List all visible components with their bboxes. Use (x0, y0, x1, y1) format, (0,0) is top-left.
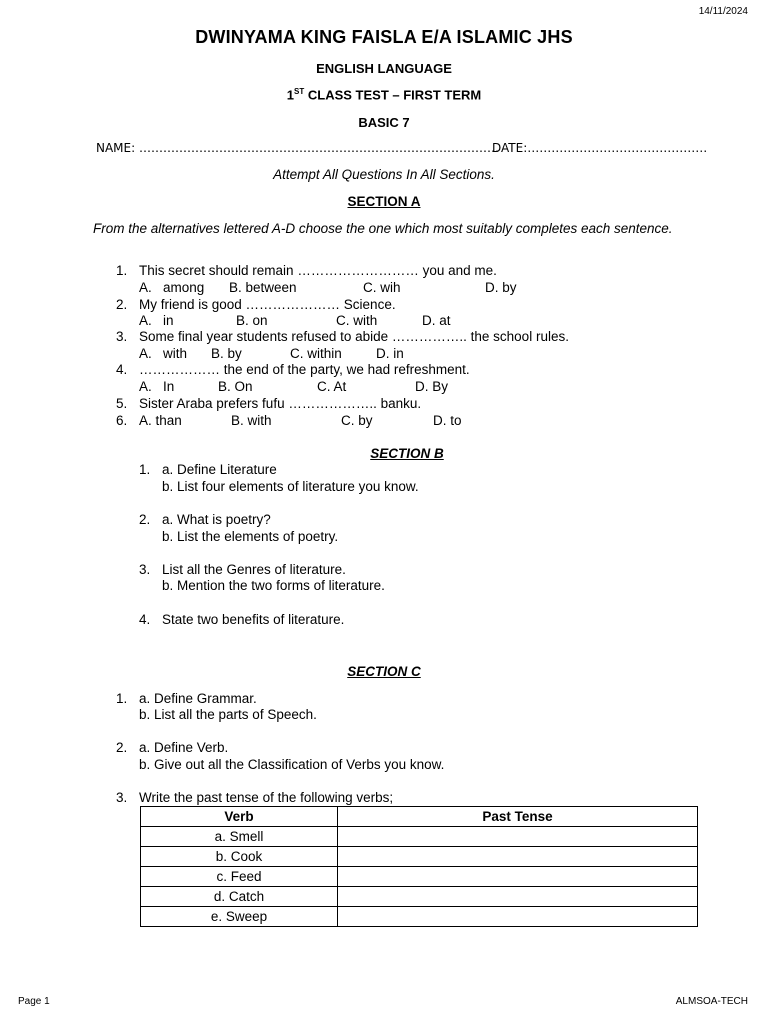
item-line: Write the past tense of the following verbs; (139, 790, 394, 805)
option: C. wih (363, 280, 401, 295)
option: A. among (139, 280, 205, 295)
print-date: 14/11/2024 (698, 6, 748, 17)
option: B. between (229, 280, 297, 295)
section-b-title: SECTION B (370, 446, 444, 461)
question-number: 6. (116, 413, 128, 428)
verb-cell: b. Cook (141, 847, 338, 867)
option: D. by (485, 280, 517, 295)
option: D. By (415, 379, 449, 394)
item-number: 3. (116, 790, 128, 805)
item-line: b. List the elements of poetry. (162, 529, 339, 544)
option: B. with (231, 413, 272, 428)
section-a-title: SECTION A (347, 194, 421, 209)
option: A. than (139, 413, 182, 428)
past-tense-cell[interactable] (338, 907, 698, 927)
test-number-suffix: ST (294, 87, 305, 96)
item-line: b. Mention the two forms of literature. (162, 578, 385, 593)
test-title (0, 87, 768, 102)
item-line: b. Give out all the Classification of Verbs you know. (139, 757, 445, 772)
option: C. within (290, 346, 342, 361)
question-text: My friend is good ………………… Science. (139, 297, 396, 312)
class-level: BASIC 7 (358, 115, 410, 130)
table-row (141, 847, 698, 867)
page-number: Page 1 (18, 996, 50, 1007)
question-number: 2. (116, 297, 128, 312)
option: C. by (341, 413, 373, 428)
item-number: 3. (139, 562, 151, 577)
question-text: This secret should remain ……………………… you and me. (139, 263, 497, 278)
question-text: ……………… the end of the party, we had refreshment. (139, 362, 470, 377)
item-number: 1. (116, 691, 128, 706)
item-line: b. List four elements of literature you know. (162, 479, 419, 494)
option: A. with (139, 346, 188, 361)
school-name: DWINYAMA KING FAISLA E/A ISLAMIC JHS (195, 27, 573, 47)
past-tense-table (140, 806, 698, 927)
table-header-past-tense: Past Tense (338, 807, 698, 827)
item-line: a. Define Grammar. (139, 691, 257, 706)
option: A. In (139, 379, 175, 394)
past-tense-cell[interactable] (338, 887, 698, 907)
option: C. with (336, 313, 378, 328)
option: B. on (236, 313, 268, 328)
question-number: 5. (116, 396, 128, 411)
verb-cell: e. Sweep (141, 907, 338, 927)
name-field: NAME: ……………………………………………………………………………… (96, 141, 499, 155)
table-row (141, 907, 698, 927)
past-tense-cell[interactable] (338, 827, 698, 847)
table-row (141, 867, 698, 887)
table-row (141, 827, 698, 847)
past-tense-cell[interactable] (338, 867, 698, 887)
footer-brand: ALMSOA-TECH (675, 996, 748, 1007)
question-number: 1. (116, 263, 128, 278)
section-a-instruction: From the alternatives lettered A-D choose the one which most suitably completes each sentence. (93, 221, 673, 236)
option: C. At (317, 379, 347, 394)
question-text: Sister Araba prefers fufu ……………….. banku. (139, 396, 422, 411)
verb-cell: c. Feed (141, 867, 338, 887)
verb-cell: a. Smell (141, 827, 338, 847)
option: D. to (433, 413, 462, 428)
item-number: 4. (139, 612, 151, 627)
table-header-row (141, 807, 698, 827)
item-number: 2. (116, 740, 128, 755)
test-number: 1 (286, 87, 295, 103)
subject-title: ENGLISH LANGUAGE (316, 61, 452, 76)
table-header-verb: Verb (141, 807, 338, 827)
item-line: b. List all the parts of Speech. (139, 707, 317, 722)
question-number: 3. (116, 329, 128, 344)
option: B. On (218, 379, 253, 394)
section-c-title: SECTION C (347, 664, 421, 679)
option: B. by (211, 346, 242, 361)
attempt-instruction: Attempt All Questions In All Sections. (273, 167, 495, 182)
question-text: Some final year students refused to abide …………….. the school rules. (139, 329, 569, 344)
date-field: DATE:……………………………………… (492, 141, 708, 155)
question-number: 4. (116, 362, 128, 377)
item-number: 1. (139, 462, 151, 477)
item-line: a. Define Verb. (139, 740, 229, 755)
item-line: List all the Genres of literature. (162, 562, 346, 577)
item-number: 2. (139, 512, 151, 527)
option: D. in (376, 346, 404, 361)
verb-cell: d. Catch (141, 887, 338, 907)
item-line: a. Define Literature (162, 462, 277, 477)
past-tense-cell[interactable] (338, 847, 698, 867)
option: D. at (422, 313, 451, 328)
option: A. in (139, 313, 174, 328)
item-line: a. What is poetry? (162, 512, 271, 527)
test-title-rest: CLASS TEST – FIRST TERM (304, 87, 482, 103)
table-row (141, 887, 698, 907)
item-line: State two benefits of literature. (162, 612, 345, 627)
